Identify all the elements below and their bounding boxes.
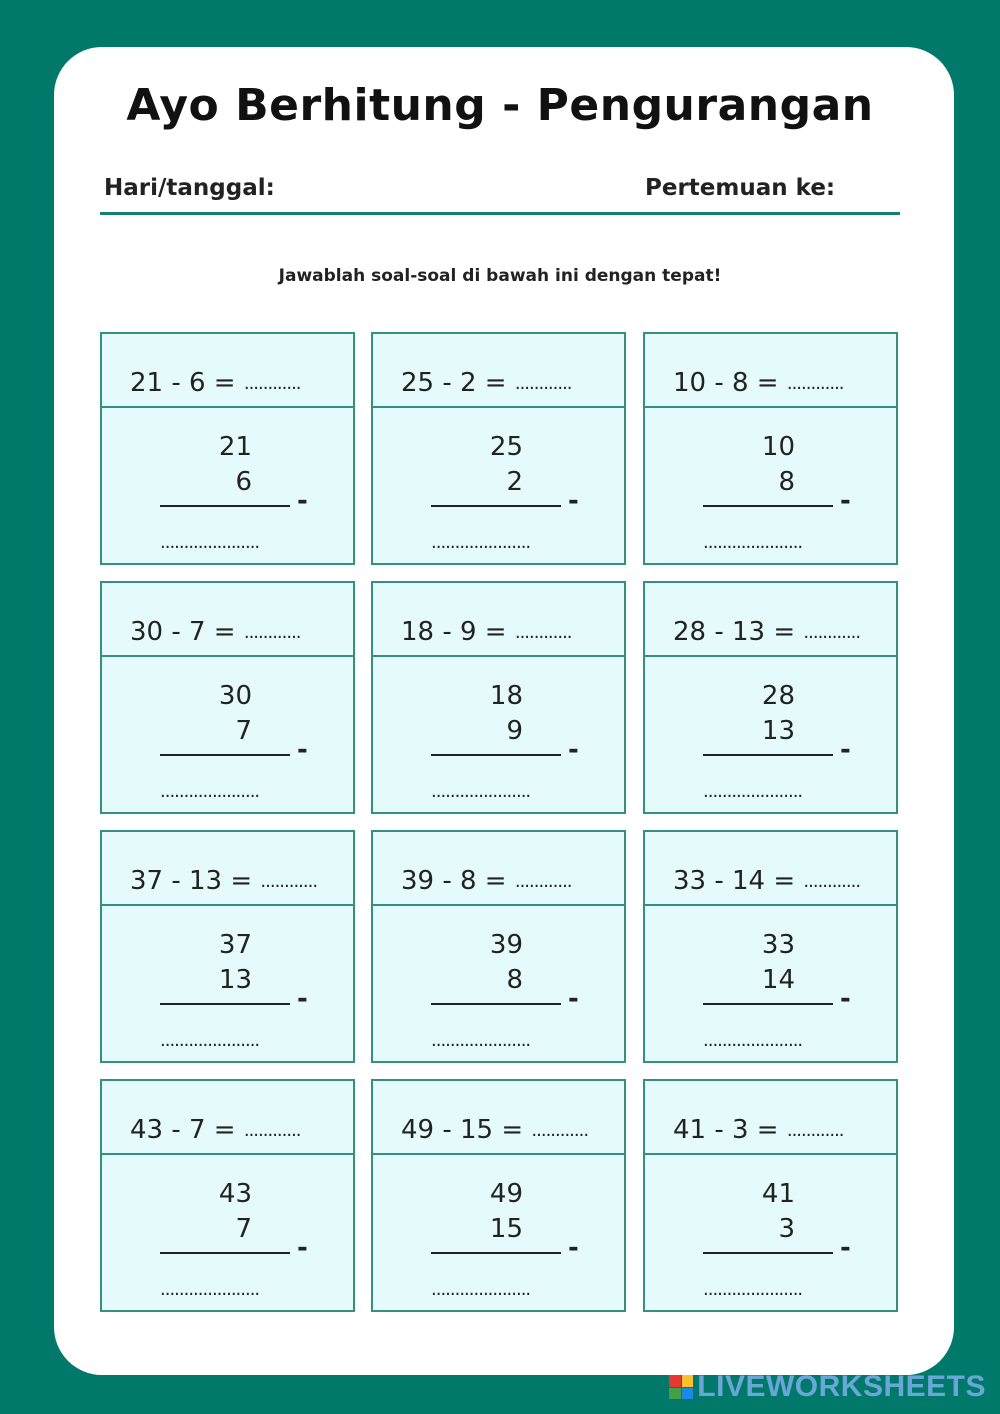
minus-sign: - [840,486,851,516]
minus-sign: - [297,486,308,516]
equation-text: 41 - 3 = [673,1115,779,1145]
answer-blank[interactable]: ............ [260,871,318,892]
answer-blank[interactable]: ............ [786,373,844,394]
minuend: 10 [761,432,795,462]
problem-card [371,332,626,565]
instruction-text: Jawablah soal-soal di bawah ini dengan tepat! [278,266,722,286]
problem-card [643,1079,898,1312]
minus-sign: - [840,1233,851,1263]
sum-line [431,1252,561,1254]
card-divider [102,406,353,408]
column-answer-blank[interactable]: ..................... [703,532,803,553]
column-answer-blank[interactable]: ..................... [431,532,531,553]
equation-text: 39 - 8 = [401,866,507,896]
sum-line [431,505,561,507]
watermark-text: LIVEWORKSHEETS [697,1370,986,1403]
minuend: 41 [761,1179,795,1209]
problem-equation [401,617,572,647]
card-divider [373,1153,624,1155]
minuend: 39 [489,930,523,960]
sum-line [703,1252,833,1254]
problem-equation [401,1115,588,1145]
sum-line [431,1003,561,1005]
answer-blank[interactable]: ............ [514,373,572,394]
minuend: 25 [489,432,523,462]
minus-sign: - [297,1233,308,1263]
subtrahend: 8 [506,965,523,995]
subtrahend: 9 [506,716,523,746]
problem-card [100,581,355,814]
column-answer-blank[interactable]: ..................... [703,1279,803,1300]
sum-line [703,1003,833,1005]
problem-card [100,1079,355,1312]
answer-blank[interactable]: ............ [531,1120,589,1141]
minus-sign: - [568,1233,579,1263]
problem-equation [130,866,317,896]
sum-line [431,754,561,756]
problem-equation [130,1115,301,1145]
minuend: 37 [218,930,252,960]
card-divider [373,904,624,906]
subtrahend: 3 [778,1214,795,1244]
minus-sign: - [297,984,308,1014]
subtrahend: 7 [235,1214,252,1244]
worksheet-title: Ayo Berhitung - Pengurangan [126,80,874,131]
minus-sign: - [840,984,851,1014]
answer-blank[interactable]: ............ [243,373,301,394]
column-answer-blank[interactable]: ..................... [431,781,531,802]
sum-line [160,1252,290,1254]
equation-text: 30 - 7 = [130,617,236,647]
card-divider [102,904,353,906]
problem-equation [130,368,301,398]
card-divider [645,1153,896,1155]
problem-equation [673,368,844,398]
subtrahend: 2 [506,467,523,497]
column-answer-blank[interactable]: ..................... [160,532,260,553]
answer-blank[interactable]: ............ [803,871,861,892]
minuend: 49 [489,1179,523,1209]
minuend: 21 [218,432,252,462]
subtrahend: 14 [761,965,795,995]
subtrahend: 8 [778,467,795,497]
equation-text: 49 - 15 = [401,1115,524,1145]
minus-sign: - [568,735,579,765]
sum-line [703,505,833,507]
column-answer-blank[interactable]: ..................... [160,1279,260,1300]
sum-line [160,505,290,507]
minus-sign: - [568,984,579,1014]
subtrahend: 7 [235,716,252,746]
sum-line [703,754,833,756]
card-divider [645,655,896,657]
minus-sign: - [568,486,579,516]
answer-blank[interactable]: ............ [243,1120,301,1141]
card-divider [102,1153,353,1155]
problem-card [371,1079,626,1312]
answer-blank[interactable]: ............ [803,622,861,643]
equation-text: 28 - 13 = [673,617,796,647]
equation-text: 18 - 9 = [401,617,507,647]
problem-card [643,581,898,814]
sum-line [160,754,290,756]
equation-text: 33 - 14 = [673,866,796,896]
problem-card [100,332,355,565]
answer-blank[interactable]: ............ [786,1120,844,1141]
card-divider [102,655,353,657]
column-answer-blank[interactable]: ..................... [703,1030,803,1051]
card-divider [373,406,624,408]
equation-text: 21 - 6 = [130,368,236,398]
answer-blank[interactable]: ............ [514,871,572,892]
column-answer-blank[interactable]: ..................... [431,1030,531,1051]
minus-sign: - [297,735,308,765]
problem-card [643,830,898,1063]
equation-text: 37 - 13 = [130,866,253,896]
column-answer-blank[interactable]: ..................... [160,781,260,802]
minus-sign: - [840,735,851,765]
header-divider [100,212,900,215]
equation-text: 10 - 8 = [673,368,779,398]
column-answer-blank[interactable]: ..................... [703,781,803,802]
subtrahend: 6 [235,467,252,497]
minuend: 33 [761,930,795,960]
problem-card [371,581,626,814]
card-divider [645,406,896,408]
equation-text: 43 - 7 = [130,1115,236,1145]
problem-equation [401,866,572,896]
date-field-label: Hari/tanggal: [104,175,275,201]
subtrahend: 13 [761,716,795,746]
answer-blank[interactable]: ............ [514,622,572,643]
sum-line [160,1003,290,1005]
problem-card [643,332,898,565]
minuend: 43 [218,1179,252,1209]
subtrahend: 13 [218,965,252,995]
liveworksheets-logo-icon [669,1375,693,1399]
meeting-field-label: Pertemuan ke: [645,175,836,201]
problem-equation [401,368,572,398]
answer-blank[interactable]: ............ [243,622,301,643]
problem-card [100,830,355,1063]
watermark [669,1370,986,1404]
problem-equation [673,1115,844,1145]
problem-equation [673,866,860,896]
problem-equation [130,617,301,647]
card-divider [373,655,624,657]
column-answer-blank[interactable]: ..................... [160,1030,260,1051]
equation-text: 25 - 2 = [401,368,507,398]
problem-equation [673,617,860,647]
column-answer-blank[interactable]: ..................... [431,1279,531,1300]
minuend: 18 [489,681,523,711]
subtrahend: 15 [489,1214,523,1244]
card-divider [645,904,896,906]
problem-card [371,830,626,1063]
minuend: 28 [761,681,795,711]
minuend: 30 [218,681,252,711]
